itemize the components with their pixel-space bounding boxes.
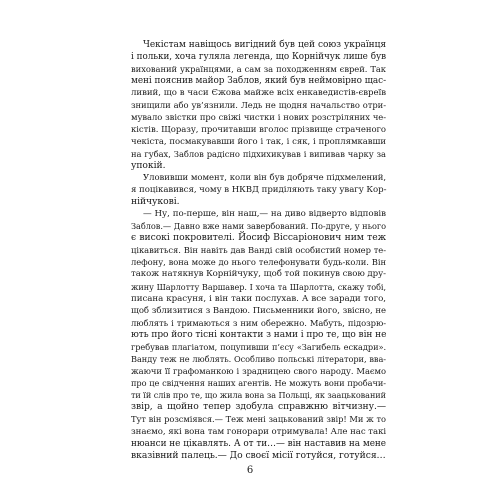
text-line: звір, а щойно тепер здобула справжню вітчизну.— <box>131 401 386 413</box>
text-line: Заблов.— Давно вже нами завербований. По-друге, у нього <box>131 221 386 232</box>
text-line: нюанси не цікавлять. А от ти…— він наставив на мене <box>131 438 386 449</box>
text-line: я поцікавився, чому в НКВД приділяють таку увагу Кор- <box>131 184 387 195</box>
paragraph <box>131 208 386 462</box>
text-line: ливий, що в часи Єжова майже всіх енкаведистів-євреїв <box>131 88 386 99</box>
text-line: мені пояснив майор Заблов, який був неймовірно щас- <box>131 76 387 87</box>
text-line: писана красуня, і він таки послухав. А все заради того, <box>131 293 386 304</box>
text-line: люблять і тримаються з ним обережно. Мабуть, підозрю- <box>131 317 386 328</box>
text-line: вказівний палець.— До своєї місії готуйся, готуйся… <box>131 449 386 461</box>
text-line: ють про його тісні контакти з нами і про те, що він не <box>131 329 387 340</box>
text-line: лефону, вона може до нього телефонувати будь-коли. Він <box>131 257 386 268</box>
text-line: також натякнув Корнійчуку, щоб той покинув свою дру- <box>131 269 386 280</box>
text-line: знаємо, які вона там гонорари отримувала! Але нас такі <box>131 426 387 437</box>
text-line: Ванду теж не люблять. Особливо польські літератори, вва- <box>131 354 386 365</box>
text-line: є високі покровителі. Йосиф Вісcаріонович ним теж <box>131 232 386 244</box>
paragraph <box>131 39 386 172</box>
text-line: знищили або ув’язнили. Ледь не щодня начальство отри- <box>131 100 386 111</box>
text-line: Чекістам навіщось вигідний був цей союз українця <box>143 40 386 50</box>
body-text <box>131 39 386 462</box>
text-line: на губах, Заблов радісно підхихикував і випивав чарку за <box>131 148 386 159</box>
text-line: — Ну, по-перше, він наш,— на диво відверто відповів <box>143 209 386 220</box>
text-line: і польки, хоча гуляла легенда, що Корнійчук лише був <box>131 52 386 63</box>
paragraph <box>131 172 386 208</box>
text-line: ти їй слів про те, що жила вона за Польщі, як заацькований <box>131 390 386 401</box>
text-line: гребував плагіатом, поцупивши п’єсу «Загибель ескадри». <box>131 341 386 352</box>
text-line: Тут він розсміявся.— Теж мені зацькований звір! Ми ж то <box>131 414 386 425</box>
text-line: упокій. <box>131 159 166 171</box>
text-line: жину Шарлотту Варшавер. І хоча та Шарлотта, скажу тобі, <box>131 281 386 292</box>
text-line: нійчукові. <box>131 196 180 208</box>
text-line: Уловивши момент, коли він був добряче підхмелений, <box>143 172 386 183</box>
text-line: цікавиться. Він навіть дав Ванді свій особистий номер те- <box>131 245 386 256</box>
page-number: 6 <box>246 465 254 476</box>
text-line: кістів. Щоразу, прочитавши вголос прізвище страченого <box>131 124 386 135</box>
text-line: вихований українцями, а сам за походженням єврей. Так <box>131 64 386 75</box>
text-line: жаючи її графоманкою і зрадницею свого народу. Маємо <box>131 366 386 377</box>
text-line: чекіста, посмакувавши його і так, і сяк, і проплямкавши <box>131 136 386 147</box>
text-line: щоб зблизитися з Вандою. Письменники його, звісно, не <box>131 305 386 316</box>
text-line: про це свідчення наших агентів. Не можуть вони пробачи- <box>131 378 386 389</box>
text-line: мувало звістки про свіжі чистки і нових розстріляних че- <box>131 112 386 123</box>
